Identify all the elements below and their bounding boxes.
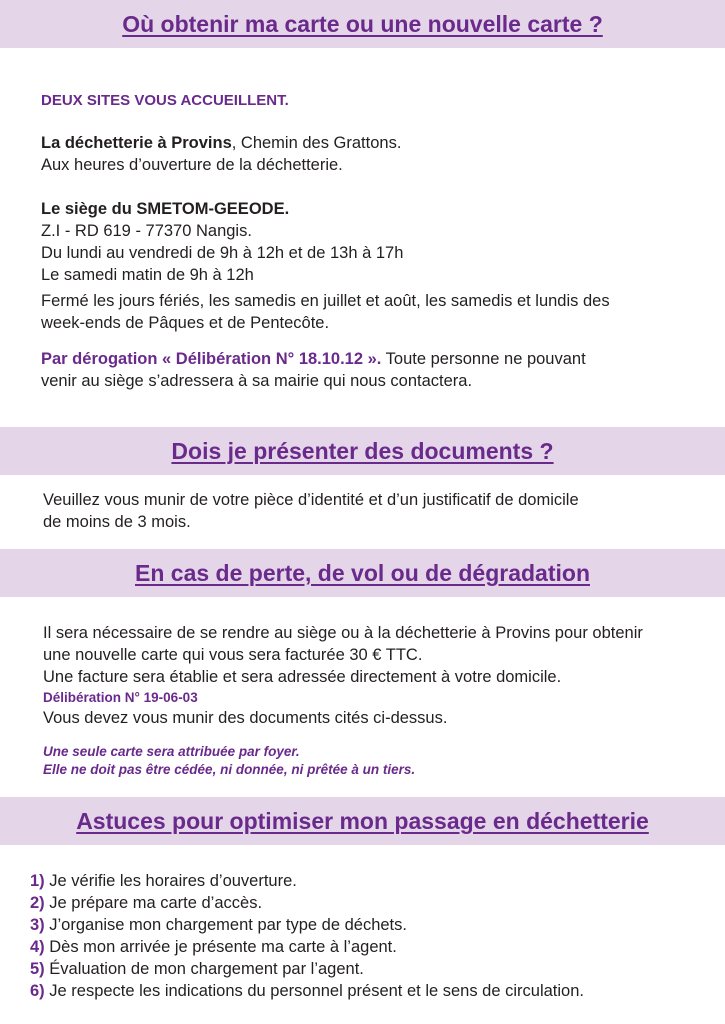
list-item (30, 892, 584, 914)
site1-hours: Aux heures d’ouverture de la déchetterie. (41, 156, 343, 174)
closed-line-1: Fermé les jours fériés, les samedis en juillet et août, les samedis et lundis des (41, 292, 610, 310)
site1-address: , Chemin des Grattons. (231, 134, 402, 152)
site2-hours-week: Du lundi au vendredi de 9h à 12h et de 13h à 17h (41, 244, 404, 262)
section-title: Dois je présenter des documents ? (171, 437, 554, 464)
tip-text: Je prépare ma carte d’accès. (44, 894, 263, 912)
documents-section-body (43, 489, 579, 533)
section-header-documents (0, 427, 725, 475)
tip-number: 6) (30, 982, 45, 1000)
note-line-2: Elle ne doit pas être cédée, ni donnée, ni prêtée à un tiers. (43, 762, 416, 777)
section-title: Où obtenir ma carte ou une nouvelle carte ? (122, 10, 603, 37)
tips-list (30, 870, 584, 1002)
tip-number: 2) (30, 894, 45, 912)
derogation-line-2: venir au siège s’adressera à sa mairie qui nous contactera. (41, 372, 473, 390)
tip-number: 3) (30, 916, 45, 934)
documents-line-1: Veuillez vous munir de votre pièce d’identité et d’un justificatif de domicile (43, 491, 579, 509)
tip-number: 1) (30, 872, 45, 890)
section-header-card (0, 0, 725, 48)
tip-text: Je respecte les indications du personnel présent et le sens de circulation. (44, 982, 584, 1000)
derogation-line (41, 348, 610, 370)
tip-text: Évaluation de mon chargement par l’agent. (44, 960, 364, 978)
list-item (30, 958, 584, 980)
section-header-tips (0, 797, 725, 845)
site2-address: Z.I - RD 619 - 77370 Nangis. (41, 222, 252, 240)
site1-name: La déchetterie à Provins (41, 134, 232, 152)
section-title: En cas de perte, de vol ou de dégradation (135, 559, 590, 586)
derogation-text: Toute personne ne pouvant (381, 350, 586, 368)
intro-heading: DEUX SITES VOUS ACCUEILLENT. (41, 92, 289, 109)
section-title: Astuces pour optimiser mon passage en déchetterie (76, 807, 649, 834)
closed-line-2: week-ends de Pâques et de Pentecôte. (41, 314, 330, 332)
loss-line-3: Une facture sera établie et sera adressée directement à votre domicile. (43, 668, 562, 686)
loss-line-1: Il sera nécessaire de se rendre au siège ou à la déchetterie à Provins pour obtenir (43, 624, 643, 642)
site1-line (41, 132, 610, 154)
site2-name: Le siège du SMETOM-GEEODE. (41, 200, 290, 218)
card-section-body (41, 90, 610, 392)
tip-text: Dès mon arrivée je présente ma carte à l’agent. (44, 938, 397, 956)
tip-text: J’organise mon chargement par type de déchets. (44, 916, 407, 934)
tip-number: 5) (30, 960, 45, 978)
note-line-1: Une seule carte sera attribuée par foyer. (43, 744, 300, 759)
tip-text: Je vérifie les horaires d’ouverture. (44, 872, 297, 890)
list-item (30, 936, 584, 958)
derogation-label: Par dérogation « Délibération N° 18.10.12 ». (41, 350, 382, 368)
loss-line-4: Vous devez vous munir des documents cités ci-dessus. (43, 709, 448, 727)
list-item (30, 980, 584, 1002)
deliberation-ref: Délibération N° 19-06-03 (43, 690, 198, 705)
list-item (30, 914, 584, 936)
loss-line-2: une nouvelle carte qui vous sera facturée 30 € TTC. (43, 646, 423, 664)
site2-hours-sat: Le samedi matin de 9h à 12h (41, 266, 254, 284)
documents-line-2: de moins de 3 mois. (43, 513, 191, 531)
tip-number: 4) (30, 938, 45, 956)
list-item (30, 870, 584, 892)
loss-section-body (43, 622, 643, 779)
section-header-loss (0, 549, 725, 597)
